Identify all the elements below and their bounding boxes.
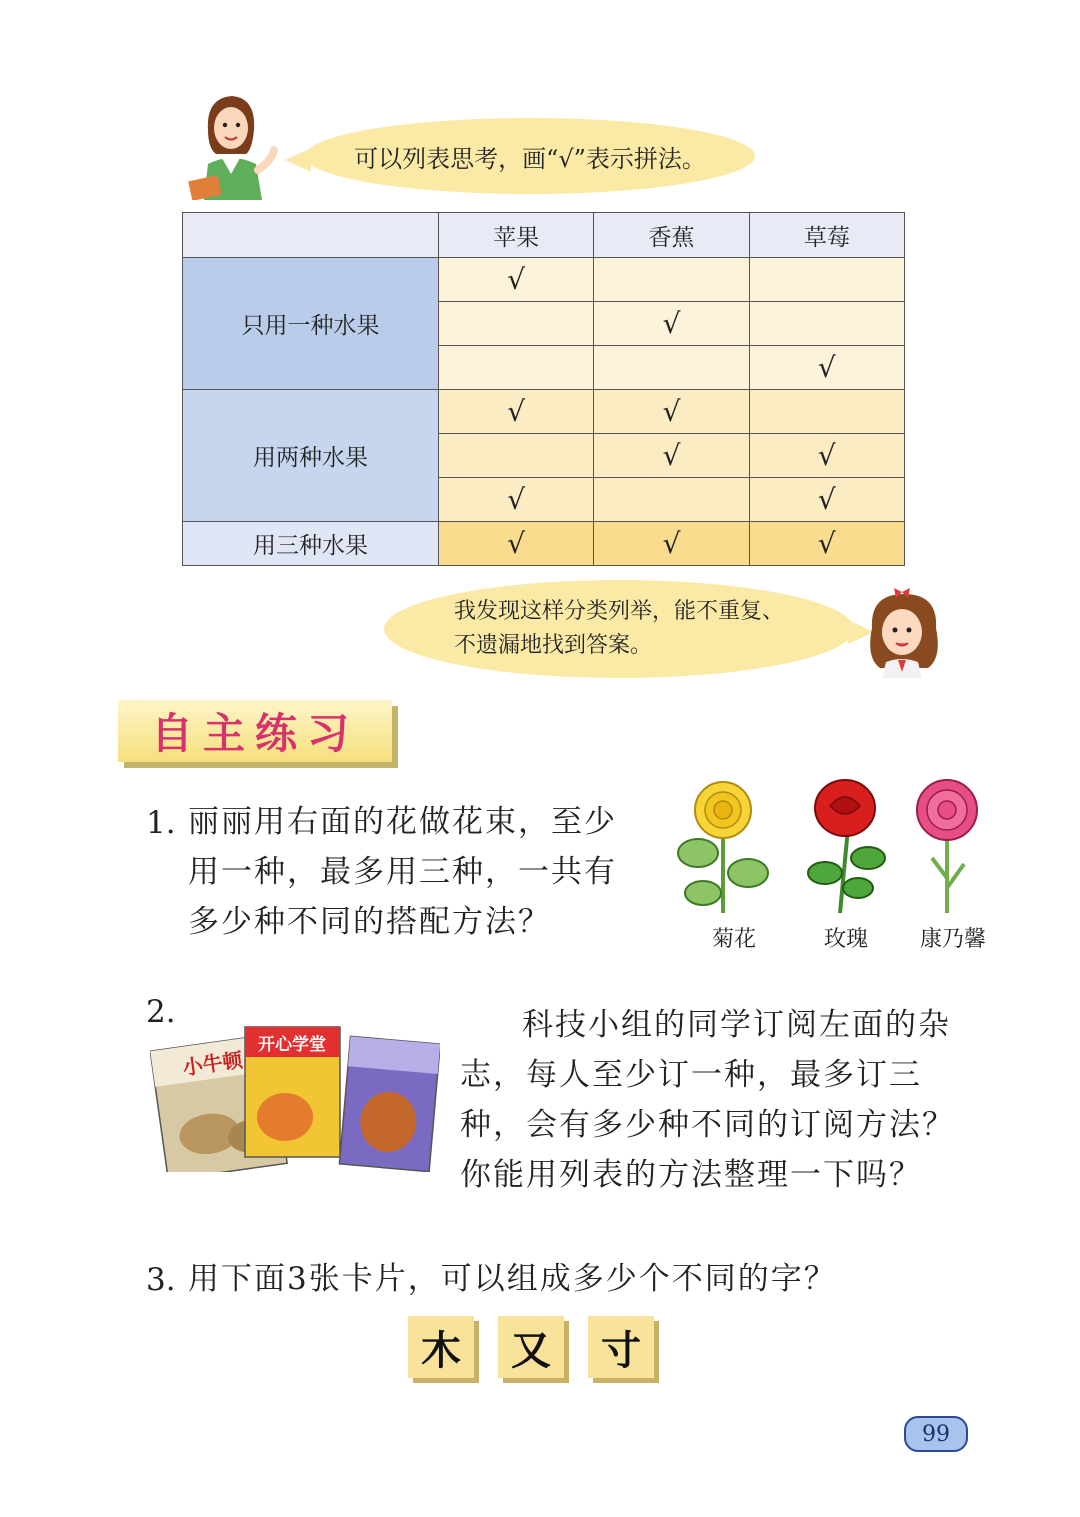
- q3-text: 用下面3张卡片，可以组成多少个不同的字？: [188, 1261, 837, 1297]
- q1-line3: 多少种不同的搭配方法？: [188, 904, 551, 940]
- check-mark: √: [749, 522, 904, 566]
- flower-label-rose: 玫瑰: [824, 927, 869, 952]
- fruit-combination-table: [182, 212, 905, 566]
- q2-line2: 志，每人至少订一种，最多订三: [460, 1057, 922, 1093]
- check-mark: √: [439, 522, 594, 566]
- q2-number: 2.: [146, 994, 176, 1030]
- magazine-title-1: 小牛顿: [181, 1047, 244, 1080]
- table-cell: [749, 390, 904, 434]
- table-row: [183, 522, 905, 566]
- section-title-box: [118, 700, 392, 762]
- girl-speech-bubble: [384, 580, 854, 678]
- character-card-cun: 寸: [588, 1316, 654, 1378]
- check-mark: √: [594, 390, 749, 434]
- q2-line4: 你能用列表的方法整理一下吗？: [460, 1157, 922, 1193]
- check-mark: √: [439, 258, 594, 302]
- character-card-mu: 木: [408, 1316, 474, 1378]
- group-label-one-fruit: 只用一种水果: [183, 258, 439, 390]
- group-label-two-fruits: 用两种水果: [183, 390, 439, 522]
- section-title: 自主练习: [150, 709, 359, 758]
- girl-illustration: [862, 588, 946, 678]
- q2-line1: 科技小组的同学订阅左面的杂: [522, 1007, 951, 1043]
- rose-illustration: [800, 778, 890, 918]
- flower-label-carnation: 康乃馨: [920, 927, 987, 952]
- check-mark: √: [439, 478, 594, 522]
- page-number: 99: [922, 1421, 950, 1447]
- magazine-stack-illustration: [150, 1022, 440, 1172]
- q1-line2: 用一种，最多用三种，一共有: [188, 854, 617, 890]
- check-mark: √: [749, 346, 904, 390]
- q1-number: 1.: [146, 805, 176, 841]
- group-label-three-fruits: 用三种水果: [183, 522, 439, 566]
- teacher-speech-bubble: [305, 118, 755, 194]
- table-cell: [594, 258, 749, 302]
- table-cell: [749, 302, 904, 346]
- carnation-illustration: [900, 778, 995, 918]
- table-row: [183, 258, 905, 302]
- table-cell: [749, 258, 904, 302]
- table-cell: [594, 478, 749, 522]
- table-corner: [183, 213, 439, 258]
- chrysanthemum-illustration: [668, 778, 778, 918]
- check-mark: √: [594, 434, 749, 478]
- column-header-apple: 苹果: [439, 213, 594, 258]
- girl-bubble-line2: 不遗漏地找到答案。: [453, 633, 652, 658]
- table-cell: [439, 302, 594, 346]
- column-header-strawberry: 草莓: [749, 213, 904, 258]
- table-cell: [594, 346, 749, 390]
- check-mark: √: [594, 302, 749, 346]
- q1-text: [188, 797, 617, 947]
- q3-number: 3.: [146, 1262, 176, 1298]
- page-number-badge: [904, 1416, 968, 1452]
- table-row: [183, 390, 905, 434]
- flower-label-chrysanthemum: 菊花: [712, 927, 757, 952]
- teacher-illustration: [186, 90, 286, 200]
- q1-line1: 丽丽用右面的花做花束，至少: [188, 804, 617, 840]
- q2-text: [460, 1000, 955, 1200]
- girl-bubble-line1: 我发现这样分类列举，能不重复、: [453, 599, 784, 624]
- q2-line3: 种，会有多少种不同的订阅方法？: [460, 1107, 955, 1143]
- magazine-title-2: 开心学堂: [258, 1035, 326, 1055]
- table-cell: [439, 346, 594, 390]
- check-mark: √: [749, 434, 904, 478]
- check-mark: √: [594, 522, 749, 566]
- column-header-banana: 香蕉: [594, 213, 749, 258]
- teacher-bubble-text: 可以列表思考，画“√”表示拼法。: [354, 144, 706, 173]
- table-cell: [439, 434, 594, 478]
- check-mark: √: [749, 478, 904, 522]
- character-card-you: 又: [498, 1316, 564, 1378]
- check-mark: √: [439, 390, 594, 434]
